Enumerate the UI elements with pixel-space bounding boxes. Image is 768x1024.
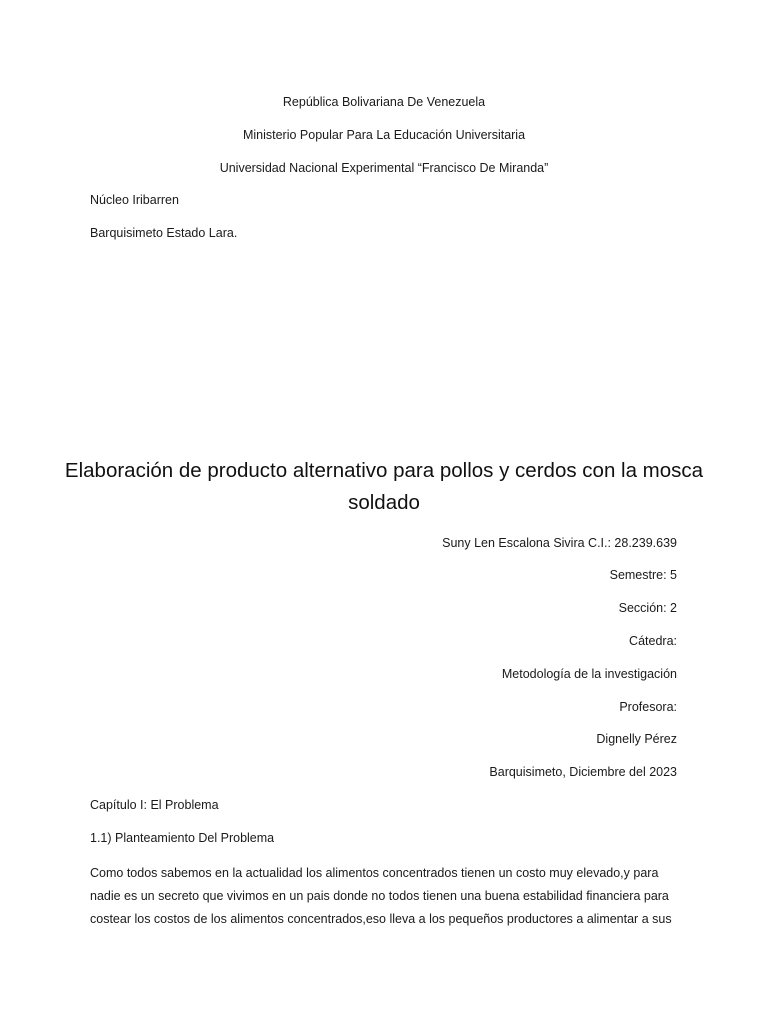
semester-line: Semestre: 5 (609, 568, 677, 582)
document-title: Elaboración de producto alternativo para pollos y cerdos con la mosca soldado (64, 459, 704, 514)
professor-name: Dignelly Pérez (596, 732, 677, 746)
body-paragraph: Como todos sabemos en la actualidad los alimentos concentrados tienen un costo muy elevado,y para nadie es un secreto que vivimos en un pais donde no todos tienen una buena estabilidad financiera para costear los costos de los alimentos concentrados,eso lleva a los pequeños productores a alimentar a sus (90, 866, 672, 926)
professor-label: Profesora: (619, 700, 677, 714)
header-university: Universidad Nacional Experimental “Francisco De Miranda” (219, 161, 549, 175)
section-line: Sección: 2 (618, 601, 677, 615)
place-date: Barquisimeto, Diciembre del 2023 (489, 765, 677, 779)
header-city: Barquisimeto Estado Lara. (90, 226, 238, 240)
chapter-heading: Capítulo I: El Problema (90, 798, 219, 812)
header-country: República Bolivariana De Venezuela (282, 95, 486, 109)
header-ministry: Ministerio Popular Para La Educación Universitaria (242, 128, 526, 142)
header-campus: Núcleo Iribarren (90, 193, 179, 207)
chair-label: Cátedra: (629, 634, 677, 648)
author-line: Suny Len Escalona Sivira C.I.: 28.239.639 (442, 536, 677, 550)
section-heading: 1.1) Planteamiento Del Problema (90, 831, 275, 845)
chair-name: Metodología de la investigación (501, 667, 677, 681)
